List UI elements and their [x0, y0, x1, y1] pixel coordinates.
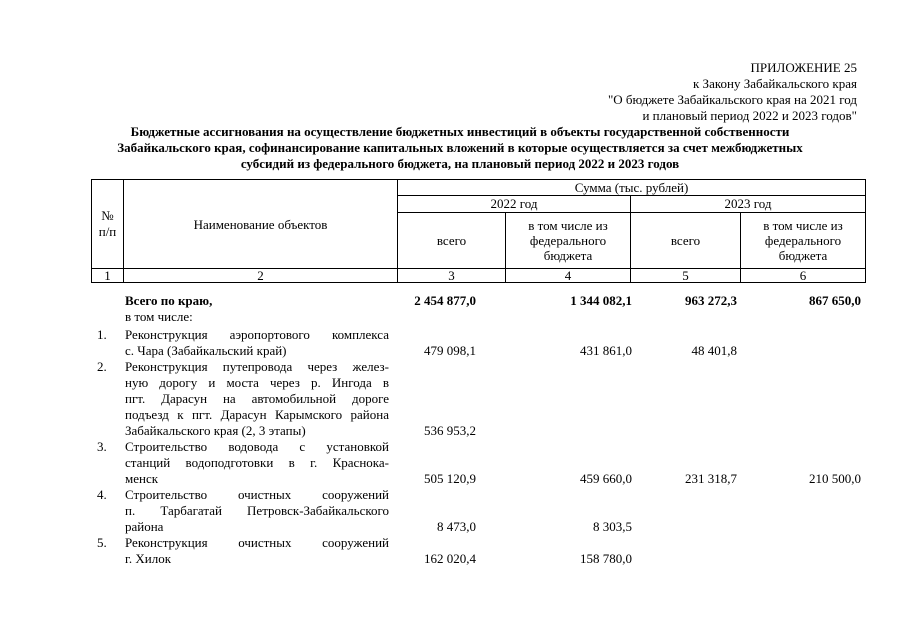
row-number: 2.	[97, 359, 107, 374]
row-number: 4.	[97, 487, 107, 502]
header-name: Наименование объектов	[124, 180, 398, 269]
column-number: 6	[741, 269, 866, 283]
name-line: г. Хилок	[125, 551, 172, 566]
totals-label: Всего по краю,	[125, 293, 213, 308]
column-number: 1	[92, 269, 124, 283]
totals-2022-total: 2 454 877,0	[414, 293, 476, 308]
row-number: 5.	[97, 535, 107, 550]
header-num: № п/п	[92, 180, 124, 269]
name-line: Реконструкция аэропортового комплекса	[125, 327, 389, 342]
appendix-line: и плановый период 2022 и 2023 годов"	[642, 108, 857, 123]
name-line: ную дорогу и моста через р. Ингода в	[125, 375, 389, 390]
title-line: субсидий из федерального бюджета, на плановый период 2022 и 2023 годов	[240, 156, 680, 171]
row-2022-total: 8 473,0	[437, 519, 476, 534]
row-object-name	[125, 487, 389, 535]
row-object-name	[125, 439, 389, 487]
totals-row	[91, 293, 865, 309]
header-total-2023: всего	[631, 213, 741, 269]
appendix-line: к Закону Забайкальского края	[692, 76, 857, 91]
row-2022-federal: 8 303,5	[593, 519, 632, 534]
name-line: подъезд к пгт. Дарасун Карымского района	[125, 407, 389, 422]
name-line: п. Тарбагатай Петровск-Забайкальского	[125, 503, 389, 518]
table-row	[91, 359, 865, 439]
header-total-2022: всего	[398, 213, 506, 269]
totals-2022-federal: 1 344 082,1	[570, 293, 632, 308]
row-2023-federal: 210 500,0	[809, 471, 861, 486]
row-2022-federal: 431 861,0	[580, 343, 632, 358]
column-number: 3	[398, 269, 506, 283]
totals-sublabel: в том числе:	[125, 309, 193, 324]
row-2022-total: 536 953,2	[424, 423, 476, 438]
document-title	[60, 124, 860, 172]
row-2022-total: 162 020,4	[424, 551, 476, 566]
appendix-header	[497, 60, 857, 124]
row-2022-total: 505 120,9	[424, 471, 476, 486]
header-year-2022: 2022 год	[398, 196, 631, 213]
name-line: района	[125, 519, 164, 534]
name-line: Реконструкция путепровода через желез-	[125, 359, 389, 374]
name-line: Забайкальского края (2, 3 этапы)	[125, 423, 306, 438]
appendix-line: ПРИЛОЖЕНИЕ 25	[750, 60, 857, 75]
table-row	[91, 487, 865, 535]
budget-table-header	[91, 179, 866, 283]
row-object-name	[125, 535, 389, 567]
name-line: Строительство водовода с установкой	[125, 439, 389, 454]
column-number: 4	[506, 269, 631, 283]
name-line: пгт. Дарасун на автомобильной дороге	[125, 391, 389, 406]
table-row	[91, 535, 865, 567]
row-object-name	[125, 327, 389, 359]
header-year-2023: 2023 год	[631, 196, 866, 213]
header-federal-2022: в том числе из федерального бюджета	[506, 213, 631, 269]
column-number: 5	[631, 269, 741, 283]
totals-2023-total: 963 272,3	[685, 293, 737, 308]
appendix-line: "О бюджете Забайкальского края на 2021 год	[607, 92, 857, 107]
row-2022-total: 479 098,1	[424, 343, 476, 358]
table-row	[91, 439, 865, 487]
row-2022-federal: 158 780,0	[580, 551, 632, 566]
name-line: с. Чара (Забайкальский край)	[125, 343, 287, 358]
header-federal-2023: в том числе из федерального бюджета	[741, 213, 866, 269]
budget-table-body	[91, 293, 865, 567]
name-line: станций водоподготовки в г. Краснока-	[125, 455, 389, 470]
header-summa: Сумма (тыс. рублей)	[398, 180, 866, 196]
row-2022-federal: 459 660,0	[580, 471, 632, 486]
row-2023-total: 231 318,7	[685, 471, 737, 486]
title-line: Бюджетные ассигнования на осуществление бюджетных инвестиций в объекты государственной собственности	[130, 124, 790, 139]
table-row	[91, 327, 865, 359]
name-line: Реконструкция очистных сооружений	[125, 535, 389, 550]
column-number: 2	[124, 269, 398, 283]
name-line: менск	[125, 471, 159, 486]
totals-sublabel-row	[91, 309, 865, 325]
row-number: 1.	[97, 327, 107, 342]
row-number: 3.	[97, 439, 107, 454]
name-line: Строительство очистных сооружений	[125, 487, 389, 502]
title-line: Забайкальского края, софинансирование капитальных вложений в которые осуществляется за счет межбюджетных	[117, 140, 803, 155]
row-object-name	[125, 359, 389, 439]
totals-2023-federal: 867 650,0	[809, 293, 861, 308]
row-2023-total: 48 401,8	[691, 343, 737, 358]
